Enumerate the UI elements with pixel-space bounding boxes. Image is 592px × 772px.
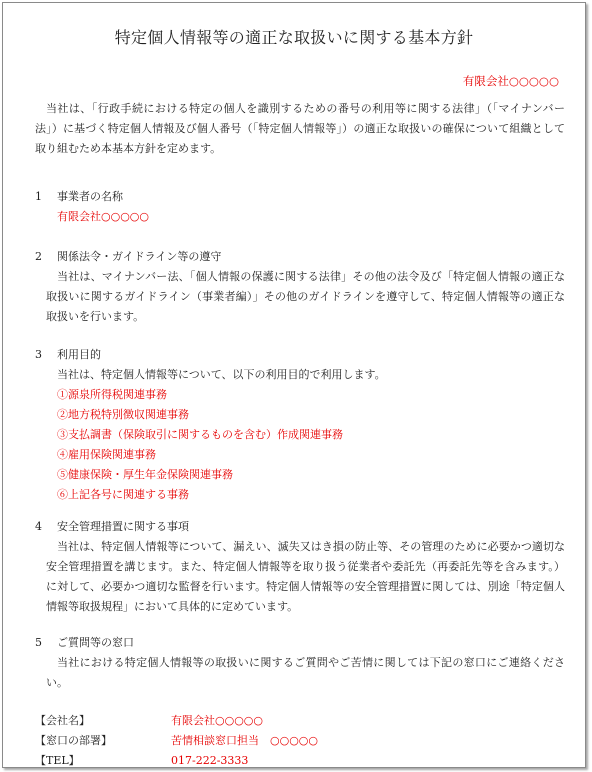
contact-label: 【会社名】 (35, 714, 90, 727)
section-body-wrap (35, 267, 565, 327)
section-body: 当社は、マイナンバー法、「個人情報の保護に関する法律」その他の法令及び「特定個人情報の適正な取扱いに関するガイドライン（事業者編）」その他のガイドラインを遵守して、特定個人情報等の適正な取扱いを行います。 (46, 270, 565, 323)
contact-row-company (35, 711, 318, 731)
section-body: 当社における特定個人情報等の取扱いに関するご質問やご苦情に関しては下記の窓口にご連絡ください。 (46, 656, 565, 689)
section-heading (35, 345, 565, 365)
section-heading (35, 187, 565, 207)
section-1 (35, 187, 565, 227)
contact-row-department (35, 731, 318, 751)
section-title: 事業者の名称 (57, 190, 123, 203)
contact-label: 【窓口の部署】 (35, 734, 112, 747)
section-title: ご質問等の窓口 (57, 636, 134, 649)
section-heading (35, 247, 565, 267)
section-title: 利用目的 (57, 348, 101, 361)
section-heading (35, 633, 565, 653)
section-body-wrap (35, 365, 565, 505)
section-title: 関係法令・ガイドライン等の遵守 (57, 250, 222, 263)
contact-block (35, 711, 318, 771)
section-number: 2 (35, 250, 42, 263)
section-2 (35, 247, 565, 327)
contact-label: 【TEL】 (35, 754, 80, 767)
section-number: 4 (35, 520, 42, 533)
section-number: 5 (35, 636, 42, 649)
purpose-list (57, 385, 565, 505)
section-title: 安全管理措置に関する事項 (57, 520, 189, 533)
section-4 (35, 517, 565, 617)
list-item: ③支払調書（保険取引に関するものを含む）作成関連事務 (57, 428, 343, 441)
intro-paragraph: 当社は、「行政手続における特定の個人を識別するための番号の利用等に関する法律」（「マイナンバー法」）に基づく特定個人情報及び個人番号（「特定個人情報等」）の適正な取扱いの確保について組織として取り組むため本基本方針を定めます。 (35, 102, 565, 155)
business-name: 有限会社○○○○○ (57, 210, 149, 223)
document-page (2, 2, 586, 768)
section-heading (35, 517, 565, 537)
list-item: ⑥上記各号に関連する事務 (57, 488, 189, 501)
section-body-wrap (35, 537, 565, 617)
section-body: 当社は、特定個人情報等について、漏えい、滅失又はき損の防止等、その管理のために必要かつ適切な安全管理措置を講じます。また、特定個人情報等を取り扱う従業者や委託先（再委託先等を含みます。）に対して、必要かつ適切な監督を行います。特定個人情報等の安全管理措置に関しては、別途「特定個人情報等取扱規程」において具体的に定めています。 (46, 540, 565, 613)
section-3 (35, 345, 565, 505)
document-title: 特定個人情報等の適正な取扱いに関する基本方針 (114, 28, 474, 47)
list-item: ①源泉所得税関連事務 (57, 388, 167, 401)
contact-company-value: 有限会社○○○○○ (171, 714, 263, 727)
company-header: 有限会社○○○○○ (462, 74, 559, 88)
section-body: 当社は、特定個人情報等について、以下の利用目的で利用します。 (57, 368, 386, 381)
section-body-wrap (35, 653, 565, 693)
contact-tel-value: 017-222-3333 (171, 754, 249, 767)
section-number: 1 (35, 190, 42, 203)
section-5 (35, 633, 565, 693)
contact-department-value: 苦情相談窓口担当 ○○○○○ (171, 734, 318, 747)
contact-row-tel (35, 751, 318, 771)
list-item: ④雇用保険関連事務 (57, 448, 156, 461)
list-item: ⑤健康保険・厚生年金保険関連事務 (57, 468, 233, 481)
section-number: 3 (35, 348, 42, 361)
list-item: ②地方税特別徴収関連事務 (57, 408, 189, 421)
